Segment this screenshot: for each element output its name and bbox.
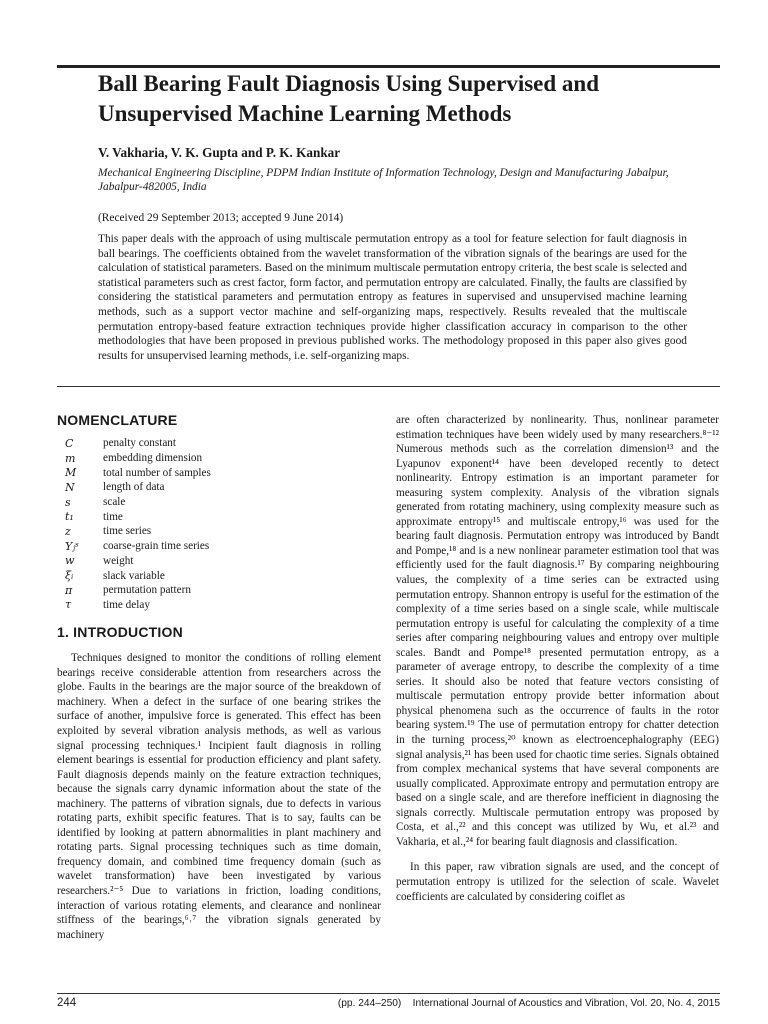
nomenclature-symbol: m <box>65 451 76 465</box>
introduction-heading: 1. INTRODUCTION <box>57 624 183 641</box>
nomenclature-definition: time <box>103 510 123 523</box>
page-number: 244 <box>57 997 77 1009</box>
nomenclature-symbol: t₁ <box>65 510 74 524</box>
nomenclature-definition: weight <box>103 554 134 567</box>
nomenclature-item <box>57 598 381 613</box>
nomenclature-heading: NOMENCLATURE <box>57 412 178 428</box>
page-footer <box>57 997 720 1013</box>
nomenclature-symbol: z <box>65 524 71 538</box>
nomenclature-definition: permutation pattern <box>103 584 191 597</box>
abstract: This paper deals with the approach of using multiscale permutation entropy as a tool for feature selection for fault diagnosis in ball bearings. The coefficients obtained from the wavelet transformation of the vibration signals of the bearings are used for the calculation of statistical parameters. Based on the minimum multiscale permutation entropy criteria, the best scale is selected and statistical parameters such as crest factor, form factor, and permutation entropy are calculated. Finally, the faults are classified by considering the statistical parameters and permutation entropy as features in supervised and unsupervised machine learning methods, such as a support vector machine and self-organizing maps, respectively. Results revealed that the multiscale permutation entropy-based feature extraction techniques provide higher classification accuracy in comparison to the other methodologies that have been proposed in previous published works. The methodology proposed in this paper also gives good results for unsupervised learning methods, i.e. self-organizing maps. <box>98 233 687 362</box>
paper-title: Ball Bearing Fault Diagnosis Using Supervised and Unsupervised Machine Learning Methods <box>98 71 599 126</box>
nomenclature-item <box>57 465 381 480</box>
paper-authors: V. Vakharia, V. K. Gupta and P. K. Kankar <box>98 145 341 160</box>
nomenclature-list <box>57 436 381 612</box>
nomenclature-item <box>57 451 381 466</box>
nomenclature-symbol: C <box>65 436 74 450</box>
nomenclature-symbol: N <box>65 480 75 494</box>
nomenclature-symbol: Yⱼˢ <box>65 539 79 553</box>
nomenclature-symbol: π <box>65 583 73 597</box>
nomenclature-item <box>57 539 381 554</box>
right-column-paragraph-1: are often characterized by nonlinearity. Thus, nonlinear parameter estimation techniques have been widely used by many researchers.⁸⁻¹² Numerous methods such as the correlation dimension¹³ and the Lyapunov exponent¹⁴ have been developed recently to detect nonlinearity. Entropy estimation is an important parameter for measuring system complexity. Analysis of the vibration signals generated from rotating machinery, using complexity measure such as approximate entropy¹⁵ and multiscale entropy,¹⁶ was used for the bearing fault diagnosis. Permutation entropy was introduced by Bandt and Pompe,¹⁸ and is a new nonlinear parameter estimation tool that was efficiently used for the fault diagnosis.¹⁷ By comparing neighbouring values, the complexity of a time series can be extracted using permutation entropy. Shannon entropy is useful for the estimation of the complexity of a time series based on a single scale, while multiscale permutation entropy is useful for calculating the complexity of a time series after comparing neighbouring values and entropy over multiple scales. Bandt and Pompe¹⁸ presented permutation entropy, as a parameter of average entropy, to describe the complexity of a time series. It should also be noted that feature vectors consisting of multiscale permutation entropy provide better information about physical phenomena such as the occurrence of faults in the rotor bearing system.¹⁹ The use of permutation entropy for chatter detection in the turning process,²⁰ known as electroencephalography (EEG) signal analysis,²¹ has been used for chaotic time series. Signals obtained from complex mechanical systems that have several components are usually complicated. Approximate entropy and permutation entropy are based on a single scale, and are therefore inefficient in diagnosing the signals correctly. Multiscale permutation entropy was proposed by Costa, et al.,²² and this concept was utilized by Wu, et al.²³ and Vakharia, et al.,²⁴ for bearing fault diagnosis and classification. <box>396 414 719 848</box>
left-column <box>57 412 381 942</box>
journal-citation <box>338 998 720 1009</box>
nomenclature-symbol: M <box>65 466 77 480</box>
nomenclature-symbol: τ <box>65 598 72 612</box>
nomenclature-definition: time series <box>103 525 152 538</box>
nomenclature-symbol: ξᵢ <box>65 569 74 583</box>
right-column-paragraph-2: In this paper, raw vibration signals are used, and the concept of permutation entropy is utilized for the selection of scale. Wavelet coefficients are calculated by considering coiflet as <box>396 861 719 903</box>
top-rule <box>57 65 720 68</box>
nomenclature-definition: slack variable <box>103 569 165 582</box>
page-range: (pp. 244–250) <box>337 998 402 1009</box>
section-divider <box>57 386 720 387</box>
nomenclature-definition: penalty constant <box>103 437 177 450</box>
nomenclature-symbol: s <box>65 495 71 509</box>
nomenclature-definition: coarse-grain time series <box>103 540 210 553</box>
journal-name: International Journal of Acoustics and Vibration, Vol. 20, No. 4, 2015 <box>412 998 720 1009</box>
nomenclature-item <box>57 568 381 583</box>
nomenclature-item <box>57 524 381 539</box>
introduction-text: Techniques designed to monitor the conditions of rolling element bearings receive considerable attention from researchers across the globe. Faults in the bearings are the major source of the breakdown of machinery. When a defect in the surface of one bearing strikes the surface of another, impulsive force is generated. This effect has been exploited by several vibration analysis methods, as well as various signal processing techniques.¹ Incipient fault diagnosis in rolling element bearings is essential for production efficiency and plant safety. Fault diagnosis depends mainly on the feature extraction techniques, because the signals carry dynamic information about the state of the machinery. The patterns of vibration signals, due to defects in various rotating parts, exhibit specific features. That is to say, faults can be identified by looking at pattern abnormalities in plant machinery and rotating parts. Signal processing techniques such as time domain, frequency domain, and combined time frequency domain (such as wavelet transformation) have been investigated by various researchers.²⁻⁵ Due to variations in friction, loading conditions, interaction of various rotating elements, and clearance and nonlinear stiffness of the bearings,⁶˒⁷ the vibration signals generated by machinery <box>57 652 381 941</box>
nomenclature-definition: total number of samples <box>103 466 211 479</box>
nomenclature-item <box>57 509 381 524</box>
nomenclature-symbol: w <box>65 554 75 568</box>
paper-affiliation: Mechanical Engineering Discipline, PDPM Indian Institute of Information Technology, Design and Manufacturing Jabalpur, Jabalpur-482005, India <box>98 167 669 193</box>
footer-rule <box>57 993 720 994</box>
nomenclature-definition: embedding dimension <box>103 452 203 465</box>
nomenclature-definition: length of data <box>103 481 165 494</box>
nomenclature-item <box>57 554 381 569</box>
nomenclature-definition: scale <box>103 496 126 509</box>
nomenclature-item <box>57 436 381 451</box>
nomenclature-item <box>57 583 381 598</box>
nomenclature-item <box>57 495 381 510</box>
nomenclature-definition: time delay <box>103 598 150 611</box>
right-column <box>396 413 719 904</box>
nomenclature-item <box>57 480 381 495</box>
received-dates: (Received 29 September 2013; accepted 9 June 2014) <box>98 212 344 224</box>
